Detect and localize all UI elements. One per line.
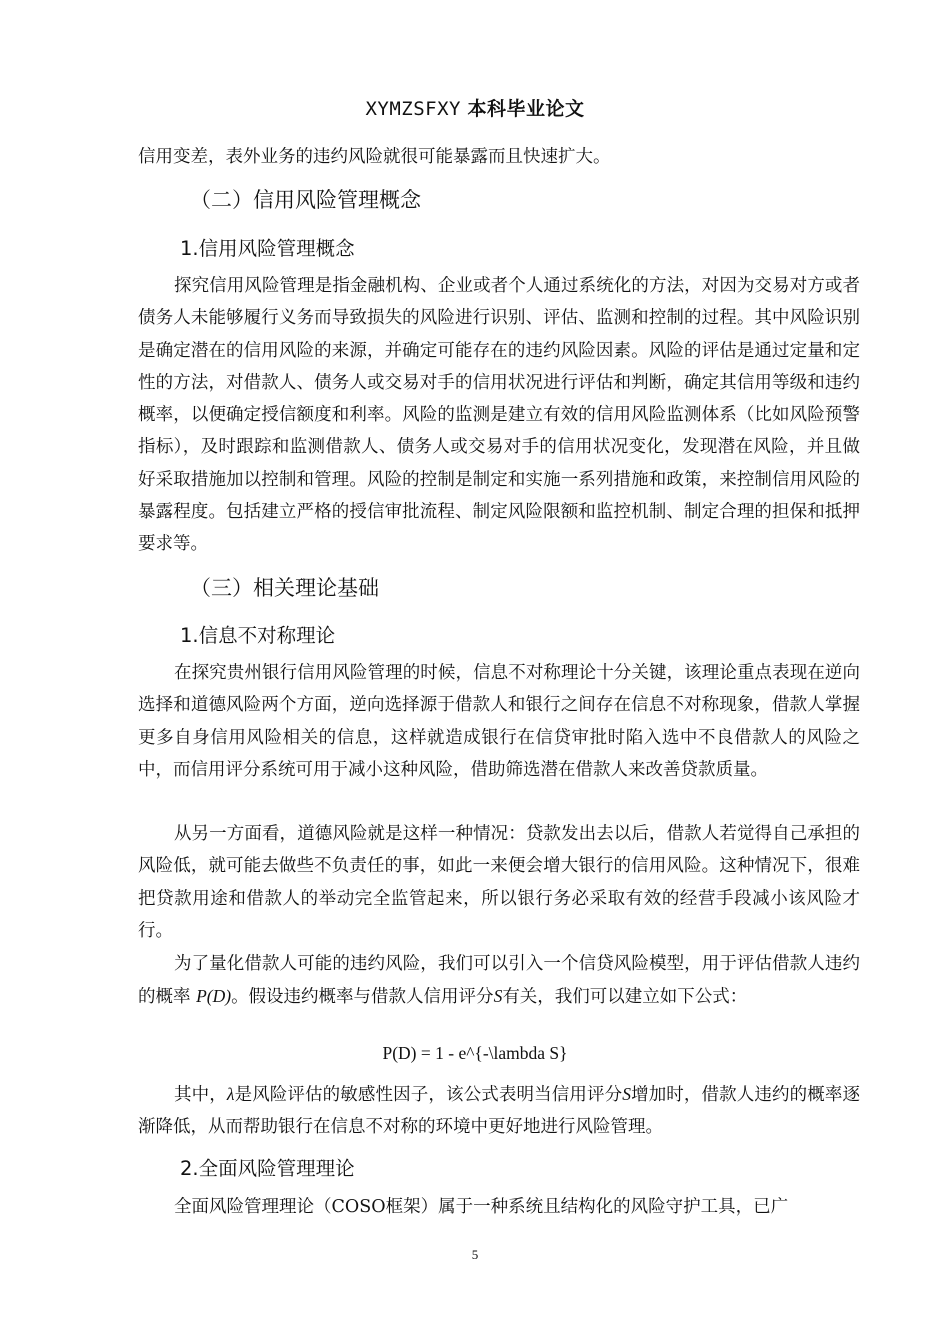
paragraph-credit-model bbox=[138, 948, 860, 1014]
paragraph-credit-risk-concept: 探究信用风险管理是指金融机构、企业或者个人通过系统化的方法，对因为交易对方或者债务人未能够履行义务而导致损失的风险进行识别、评估、监测和控制的过程。其中风险识别是确定潜在的信用风险的来源，并确定可能存在的违约风险因素。风险的评估是通过定量和定性的方法，对借款人、债务人或交易对手的信用状况进行评估和判断，确定其信用等级和违约概率，以便确定授信额度和利率。风险的监测是建立有效的信用风险监测体系（比如风险预警指标），及时跟踪和监测借款人、债务人或交易对手的信用状况变化，发现潜在风险，并且做好采取措施加以控制和管理。风险的控制是制定和实施一系列措施和政策，来控制信用风险的暴露程度。包括建立严格的授信审批流程、制定风险限额和监控机制、制定合理的担保和抵押要求等。 bbox=[138, 276, 860, 555]
paragraph-formula-explanation bbox=[138, 1078, 860, 1144]
paragraph-info-asymmetry: 在探究贵州银行信用风险管理的时候，信息不对称理论十分关键，该理论重点表现在逆向选择和道德风险两个方面，逆向选择源于借款人和银行之间存在信息不对称现象，借款人掌握更多自身信用风险相关的信息，这样就造成银行在信贷审批时陷入选中不良借款人的风险之中，而信用评分系统可用于减小这种风险，借助筛选潜在借款人来改善贷款质量。 bbox=[138, 663, 860, 780]
subsection-heading-3-2: 2.全面风险管理理论 bbox=[180, 1157, 355, 1180]
header-code: XYMZSFXY bbox=[365, 98, 461, 120]
subsection-heading-2-1: 1.信用风险管理概念 bbox=[180, 237, 355, 260]
math-pd: P(D) bbox=[196, 986, 232, 1007]
intro-line: 信用变差，表外业务的违约风险就很可能暴露而且快速扩大。 bbox=[138, 147, 611, 167]
paragraph-coso: 全面风险管理理论（COSO框架）属于一种系统且结构化的风险守护工具，已广 bbox=[174, 1197, 789, 1217]
model-text-1: 为了量化借款人可能的违约风险，我们可以引入一个信贷风险模型，用于评估借款人违约的概率 bbox=[138, 954, 860, 1008]
explain-text-3: 增加时，借款人违约的概率逐渐降低，从而帮助银行在信息不对称的环境中更好地进行风险管理。 bbox=[138, 1085, 861, 1138]
page-header bbox=[0, 94, 950, 121]
formula-default-probability: P(D) = 1 - e^{-\lambda S} bbox=[382, 1043, 568, 1063]
model-text-2: 。假设违约概率与借款人信用评分 bbox=[231, 987, 494, 1008]
section-heading-3: （三）相关理论基础 bbox=[190, 576, 379, 600]
subsection-heading-3-1: 1.信息不对称理论 bbox=[180, 624, 336, 647]
section-heading-2: （二）信用风险管理概念 bbox=[190, 188, 421, 212]
math-s: S bbox=[493, 986, 503, 1007]
math-s-2: S bbox=[622, 1084, 631, 1104]
header-title: 本科毕业论文 bbox=[467, 98, 585, 120]
page-number: 5 bbox=[471, 1247, 479, 1262]
math-lambda: λ bbox=[226, 1084, 235, 1104]
model-text-3: 有关，我们可以建立如下公式： bbox=[502, 987, 748, 1008]
explain-text-1: 其中， bbox=[174, 1085, 227, 1105]
explain-text-2: 是风险评估的敏感性因子，该公式表明当信用评分 bbox=[234, 1085, 623, 1105]
paragraph-moral-hazard: 从另一方面看，道德风险就是这样一种情况：贷款发出去以后，借款人若觉得自己承担的风险低，就可能去做些不负责任的事，如此一来便会增大银行的信用风险。这种情况下，很难把贷款用途和借款人的举动完全监管起来，所以银行务必采取有效的经营手段减小该风险才行。 bbox=[138, 824, 860, 941]
